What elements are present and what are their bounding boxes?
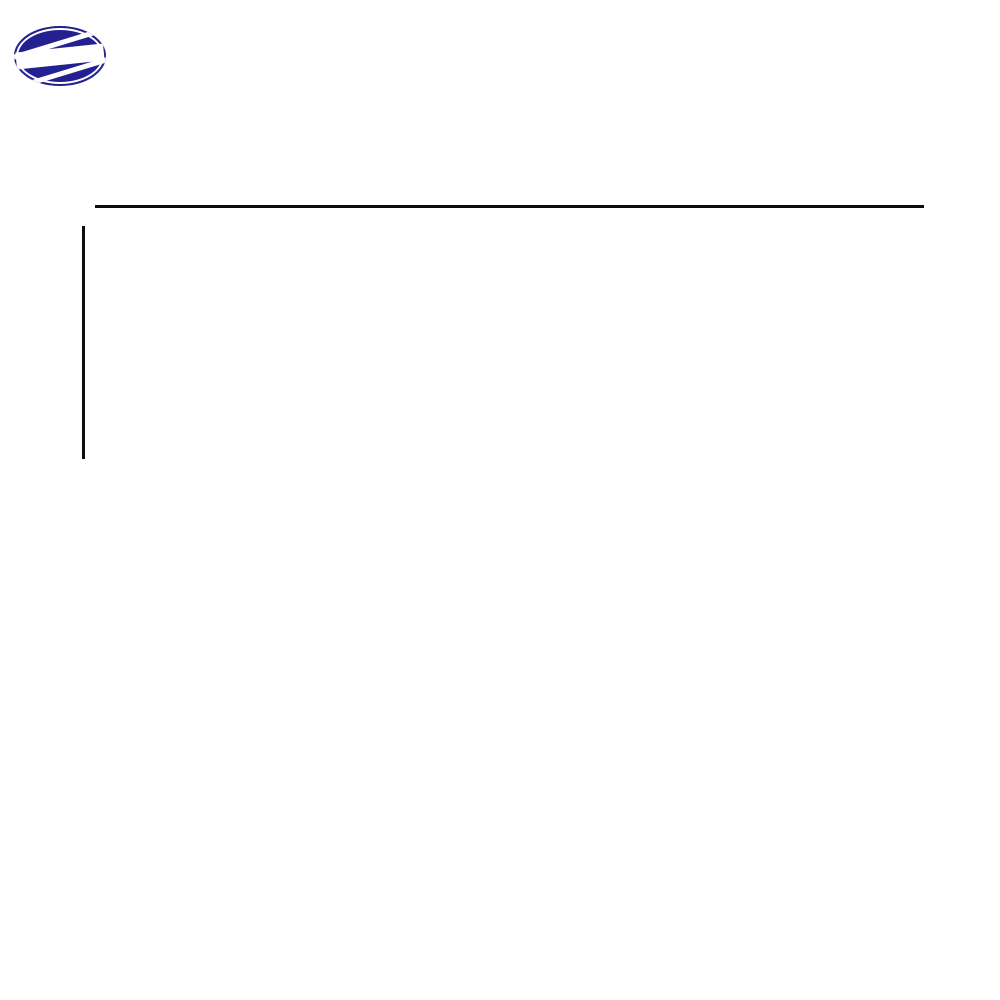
logo-oval xyxy=(14,26,106,86)
height-dimension-label xyxy=(39,286,81,406)
comb-product-image xyxy=(78,213,940,475)
hahanco-logo xyxy=(14,24,126,90)
width-dimension-line xyxy=(95,205,924,208)
